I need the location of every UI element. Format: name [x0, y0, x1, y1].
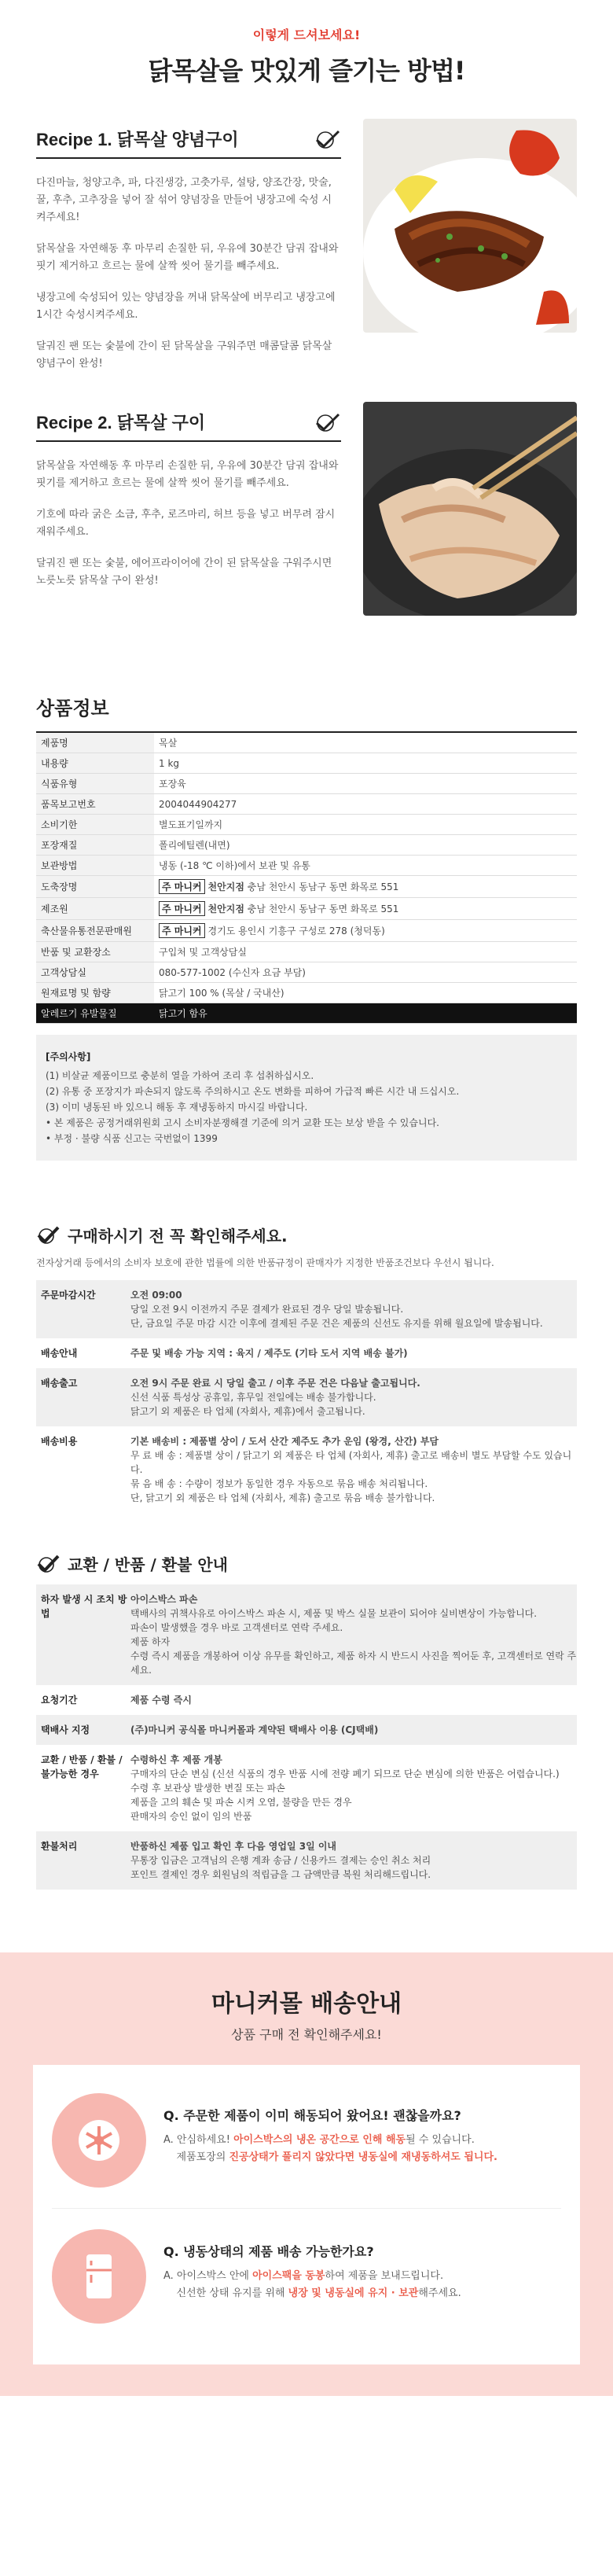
- faq-answer-highlight: 아이스박스의 냉온 공간으로 인해 해동: [233, 2134, 406, 2146]
- policy-value: [130, 1288, 577, 1330]
- check-icon: [36, 1554, 60, 1574]
- info-value: 2004044904277: [154, 794, 577, 815]
- hero-title: 닭목살을 맛있게 즐기는 방법!: [148, 56, 465, 86]
- confirm-title: [36, 1224, 577, 1246]
- faq-answer-text: 될 수 있습니다.: [406, 2134, 475, 2146]
- policy-line: 주문 및 배송 가능 지역 : 육지 / 제주도 (기타 도서 지역 배송 불가): [130, 1348, 408, 1359]
- policy-value: [130, 1376, 577, 1419]
- product-info-table: [36, 731, 577, 1024]
- policy-line: (주)마니커 공식몰 마니커몰과 계약된 택배사 이용 (CJ택배): [130, 1724, 379, 1735]
- policy-line: 신선 식품 특성상 공휴일, 휴무일 전일에는 배송 불가합니다.: [130, 1392, 376, 1403]
- policy-row: [36, 1831, 577, 1890]
- info-value: [154, 920, 577, 942]
- faq-item: [52, 2208, 561, 2344]
- caution-line: (3) 이미 냉동된 바 있으니 해동 후 재냉동하지 마시길 바랍니다.: [46, 1102, 308, 1113]
- info-value: 별도표기일까지: [154, 815, 577, 835]
- policy-line: 수령하신 후 제품 개봉: [130, 1754, 222, 1765]
- exchange-title: [36, 1552, 577, 1575]
- exchange-section: [0, 1552, 613, 1890]
- grilled-chicken-photo: [363, 119, 577, 333]
- policy-key: 배송안내: [41, 1348, 78, 1359]
- faq-answer: [163, 2268, 461, 2302]
- faq-answer-highlight: 아이스팩을 동봉: [252, 2270, 325, 2282]
- roasted-chicken-photo: [363, 402, 577, 616]
- hero: [0, 0, 613, 103]
- address-text: 충남 천안시 동남구 동면 화목로 551: [247, 903, 399, 914]
- info-key: 보관방법: [36, 856, 154, 876]
- caution-line: (2) 유통 중 포장지가 파손되지 않도록 주의하시고 온도 변화를 피하여 가급적 빠른 시간 내 드십시오.: [46, 1086, 460, 1097]
- policy-row: [36, 1426, 577, 1513]
- branch-name: 천안지점: [207, 903, 244, 914]
- faq-answer-highlight: 냉장 및 냉동실에 유지 · 보관: [288, 2287, 419, 2299]
- info-value: [154, 898, 577, 920]
- info-key: 고객상담실: [36, 962, 154, 983]
- info-value: 냉동 (-18 ℃ 이하)에서 보관 및 유통: [154, 856, 577, 876]
- policy-line: 수령 후 보관상 발생한 변질 또는 파손: [130, 1783, 285, 1794]
- policy-line: 제품 하자: [130, 1636, 171, 1647]
- caution-box: [36, 1035, 577, 1161]
- product-info: [0, 693, 613, 1161]
- faq-item: [52, 2085, 561, 2208]
- recipe-step: 냉장고에 숙성되어 있는 양념장을 꺼내 닭목살에 버무리고 냉장고에 1시간 숙성시켜주세요.: [36, 292, 336, 321]
- freezer-icon: [52, 2229, 146, 2324]
- faq-question: Q. 주문한 제품이 이미 해동되어 왔어요! 괜찮을까요?: [163, 2108, 461, 2123]
- policy-key: 배송비용: [41, 1436, 78, 1447]
- policy-key: 주문마감시간: [41, 1290, 96, 1301]
- policy-key: 택배사 지정: [41, 1724, 90, 1735]
- policy-line: 구매자의 단순 변심 (신선 식품의 경우 반품 시에 전량 폐기 되므로 단순 변심에 의한 반품은 어렵습니다.): [130, 1768, 560, 1779]
- info-row: [36, 876, 577, 898]
- recipe-step: 닭목살을 자연해동 후 마무리 손질한 뒤, 우유에 30분간 담궈 잡내와 핏기 제거하고 흐르는 물에 살짝 씻어 물기를 빼주세요.: [36, 243, 339, 272]
- faq-answer-text: 하여 제품을 보내드립니다.: [325, 2270, 444, 2282]
- info-key: 축산물유통전문판매원: [36, 920, 154, 942]
- info-value: 닭고기 함유: [154, 1003, 577, 1024]
- shipping-subtitle: 상품 구매 전 확인해주세요!: [231, 2027, 382, 2042]
- info-key: 품목보고번호: [36, 794, 154, 815]
- confirm-intro: 전자상거래 등에서의 소비자 보호에 관한 법률에 의한 반품규정이 판매자가 지정한 반품조건보다 우선시 됩니다.: [36, 1257, 494, 1268]
- info-row: [36, 753, 577, 774]
- branch-name: 천안지점: [207, 881, 244, 892]
- policy-key: 배송출고: [41, 1378, 78, 1389]
- info-key: 포장재질: [36, 835, 154, 856]
- policy-line: 아이스박스 파손: [130, 1594, 198, 1605]
- info-row: [36, 942, 577, 962]
- policy-value: [130, 1346, 577, 1360]
- info-value: [154, 876, 577, 898]
- policy-value: [130, 1592, 577, 1677]
- policy-key: 환불처리: [41, 1841, 78, 1852]
- brand-logo: 주 마니커: [159, 879, 205, 894]
- recipe-step: 달궈진 팬 또는 숯불, 에어프라이어에 간이 된 닭목살을 구워주시면 노릇노릇 닭목살 구이 완성!: [36, 558, 332, 587]
- policy-line: 무 료 배 송 : 제품별 상이 / 닭고기 외 제품은 타 업체 (자회사, 제휴) 출고로 배송비 별도 부담할 수도 있습니다.: [130, 1450, 572, 1475]
- caution-line: • 부정 · 불량 식품 신고는 국번없이 1399: [46, 1133, 218, 1144]
- policy-row: [36, 1685, 577, 1715]
- recipe-1: [0, 103, 613, 386]
- info-key: 원재료명 및 함량: [36, 983, 154, 1003]
- caution-line: • 본 제품은 공정거래위원회 고시 소비자분쟁해결 기준에 의거 교환 또는 보상 받을 수 있습니다.: [46, 1117, 439, 1128]
- policy-line: 닭고기 외 제품은 타 업체 (자회사, 제휴)에서 출고됩니다.: [130, 1406, 365, 1417]
- shipping-title: 마니커몰 배송안내: [211, 1990, 402, 2018]
- info-value: 080-577-1002 (수신자 요금 부담): [154, 962, 577, 983]
- caution-line: (1) 비살균 제품이므로 충분히 열을 가하여 조리 후 섭취하십시오.: [46, 1070, 314, 1081]
- shipping-faq-card: [33, 2065, 580, 2364]
- faq-answer-text: A. 아이스박스 안에: [163, 2270, 253, 2282]
- info-row: [36, 835, 577, 856]
- policy-key: 요청기간: [41, 1695, 78, 1706]
- info-value: 목살: [154, 732, 577, 753]
- recipe-2: [0, 386, 613, 661]
- policy-row: [36, 1715, 577, 1745]
- info-key: 소비기한: [36, 815, 154, 835]
- policy-row: [36, 1584, 577, 1685]
- policy-line: 묶 음 배 송 : 수량이 정보가 동일한 경우 자동으로 묶음 배송 처리됩니다.: [130, 1478, 428, 1489]
- policy-line: 단, 금요일 주문 마감 시간 이후에 결제된 주문 건은 제품의 신선도 유지를 위해 월요일에 발송됩니다.: [130, 1318, 543, 1329]
- info-key: 식품유형: [36, 774, 154, 794]
- policy-line: 파손이 발생했을 경우 바로 고객센터로 연락 주세요.: [130, 1622, 343, 1633]
- policy-line: 오전 9시 주문 완료 시 당일 출고 / 이후 주문 건은 다음날 출고됩니다.: [130, 1378, 420, 1389]
- faq-answer: [163, 2132, 497, 2166]
- info-row: [36, 794, 577, 815]
- policy-line: 택배사의 귀책사유로 아이스박스 파손 시, 제품 및 박스 실물 보관이 되어야 실비변상이 가능합니다.: [130, 1608, 538, 1619]
- hero-subtitle: 이렇게 드셔보세요!: [252, 28, 361, 42]
- recipe-title: [36, 410, 341, 442]
- faq-question: Q. 냉동상태의 제품 배송 가능한가요?: [163, 2244, 374, 2259]
- policy-line: 무통장 입금은 고객님의 은행 계좌 송금 / 신용카드 결제는 승인 취소 처리: [130, 1855, 431, 1866]
- info-row: [36, 774, 577, 794]
- policy-value: [130, 1434, 577, 1505]
- address-text: 충남 천안시 동남구 동면 화목로 551: [247, 881, 399, 892]
- info-key: 알레르기 유발물질: [36, 1003, 154, 1024]
- policy-row: [36, 1368, 577, 1426]
- info-value: 닭고기 100 % (목살 / 국내산): [154, 983, 577, 1003]
- recipe-step: 닭목살을 자연해동 후 마무리 손질한 뒤, 우유에 30분간 담궈 잡내와 핏기를 제거하고 흐르는 물에 살짝 씻어 물기를 빼주세요.: [36, 460, 339, 489]
- policy-line: 수령 즉시 제품을 개봉하여 이상 유무를 확인하고, 제품 하자 시 반드시 사진을 찍어둔 후, 고객센터로 연락 주세요.: [130, 1650, 577, 1676]
- info-key: 반품 및 교환장소: [36, 942, 154, 962]
- info-value: 구입처 및 고객상담실: [154, 942, 577, 962]
- policy-row: [36, 1280, 577, 1338]
- policy-row: [36, 1338, 577, 1368]
- info-key: 내용량: [36, 753, 154, 774]
- info-key: 도축장명: [36, 876, 154, 898]
- policy-line: 포인트 결제인 경우 회원님의 적립금을 그 금액만큼 복원 처리해드립니다.: [130, 1869, 431, 1880]
- check-icon: [314, 129, 341, 149]
- policy-line: 판매자의 승인 없이 임의 반품: [130, 1811, 252, 1822]
- policy-value: [130, 1693, 577, 1707]
- faq-answer-text: 신선한 상태 유지를 위해: [176, 2287, 288, 2299]
- faq-answer-text: A. 안심하세요!: [163, 2134, 234, 2146]
- policy-line: 제품을 고의 훼손 및 파손 시켜 오염, 불량을 만든 경우: [130, 1797, 352, 1808]
- info-row: [36, 920, 577, 942]
- info-value: 폴리에틸렌(내면): [154, 835, 577, 856]
- policy-value: [130, 1753, 577, 1823]
- policy-line: 반품하신 제품 입고 확인 후 다음 영업일 3일 이내: [130, 1841, 337, 1852]
- info-row: [36, 898, 577, 920]
- recipe-step: 다진마늘, 청양고추, 파, 다진생강, 고춧가루, 설탕, 양조간장, 맛술, 꿀, 후추, 고추장을 넣어 잘 섞어 양념장을 만들어 냉장고에 숙성 시켜주세요!: [36, 177, 332, 223]
- faq-answer-text: 제품포장의: [176, 2151, 229, 2163]
- info-row: [36, 732, 577, 753]
- confirm-title-text: 구매하시기 전 꼭 확인해주세요.: [68, 1227, 288, 1246]
- policy-value: [130, 1723, 577, 1737]
- info-row: [36, 962, 577, 983]
- info-row: [36, 815, 577, 835]
- info-value: 포장육: [154, 774, 577, 794]
- info-key: 제조원: [36, 898, 154, 920]
- product-info-title: 상품정보: [36, 697, 109, 719]
- address-text: 경기도 용인시 기흥구 구성로 278 (청덕동): [207, 926, 385, 937]
- recipe-step: 기호에 따라 굵은 소금, 후추, 로즈마리, 허브 등을 넣고 버무려 잠시 재워주세요.: [36, 509, 336, 538]
- info-key: 제품명: [36, 732, 154, 753]
- shipping-guide: [0, 1952, 613, 2396]
- thawed-package-icon: [52, 2093, 146, 2188]
- policy-line: 기본 배송비 : 제품별 상이 / 도서 산간 제주도 추가 운임 (왕경, 산간) 부담: [130, 1436, 439, 1447]
- policy-line: 당일 오전 9시 이전까지 주문 결제가 완료된 경우 당일 발송됩니다.: [130, 1304, 404, 1315]
- policy-key: 교환 / 반품 / 환불 / 불가능한 경우: [41, 1754, 123, 1779]
- recipe-title: [36, 127, 341, 159]
- exchange-title-text: 교환 / 반품 / 환불 안내: [68, 1555, 228, 1574]
- recipe-title-text: Recipe 2. 닭목살 구이: [36, 413, 206, 432]
- info-row: [36, 856, 577, 876]
- purchase-confirm-section: [0, 1224, 613, 1513]
- brand-logo: 주 마니커: [159, 923, 205, 938]
- caution-title: [주의사항]: [46, 1051, 91, 1062]
- policy-value: [130, 1839, 577, 1882]
- faq-answer-highlight: 진공상태가 풀리지 않았다면 냉동실에 재냉동하셔도 됩니다.: [229, 2151, 497, 2163]
- policy-line: 단, 닭고기 외 제품은 타 업체 (자회사, 제휴) 출고로 묶음 배송 불가합니다.: [130, 1492, 435, 1503]
- faq-answer-text: 해주세요.: [418, 2287, 461, 2299]
- check-icon: [314, 412, 341, 432]
- policy-key: 하자 발생 시 조치 방법: [41, 1594, 127, 1619]
- policy-line: 오전 09:00: [130, 1290, 182, 1301]
- policy-line: 제품 수령 즉시: [130, 1695, 192, 1706]
- recipe-title-text: Recipe 1. 닭목살 양념구이: [36, 130, 239, 149]
- info-row: [36, 1003, 577, 1024]
- info-row: [36, 983, 577, 1003]
- recipe-step: 달궈진 팬 또는 숯불에 간이 된 닭목살을 구워주면 매콤달콤 닭목살 양념구이 완성!: [36, 340, 332, 370]
- info-value: 1 kg: [154, 753, 577, 774]
- brand-logo: 주 마니커: [159, 901, 205, 916]
- check-icon: [36, 1225, 60, 1246]
- policy-row: [36, 1745, 577, 1831]
